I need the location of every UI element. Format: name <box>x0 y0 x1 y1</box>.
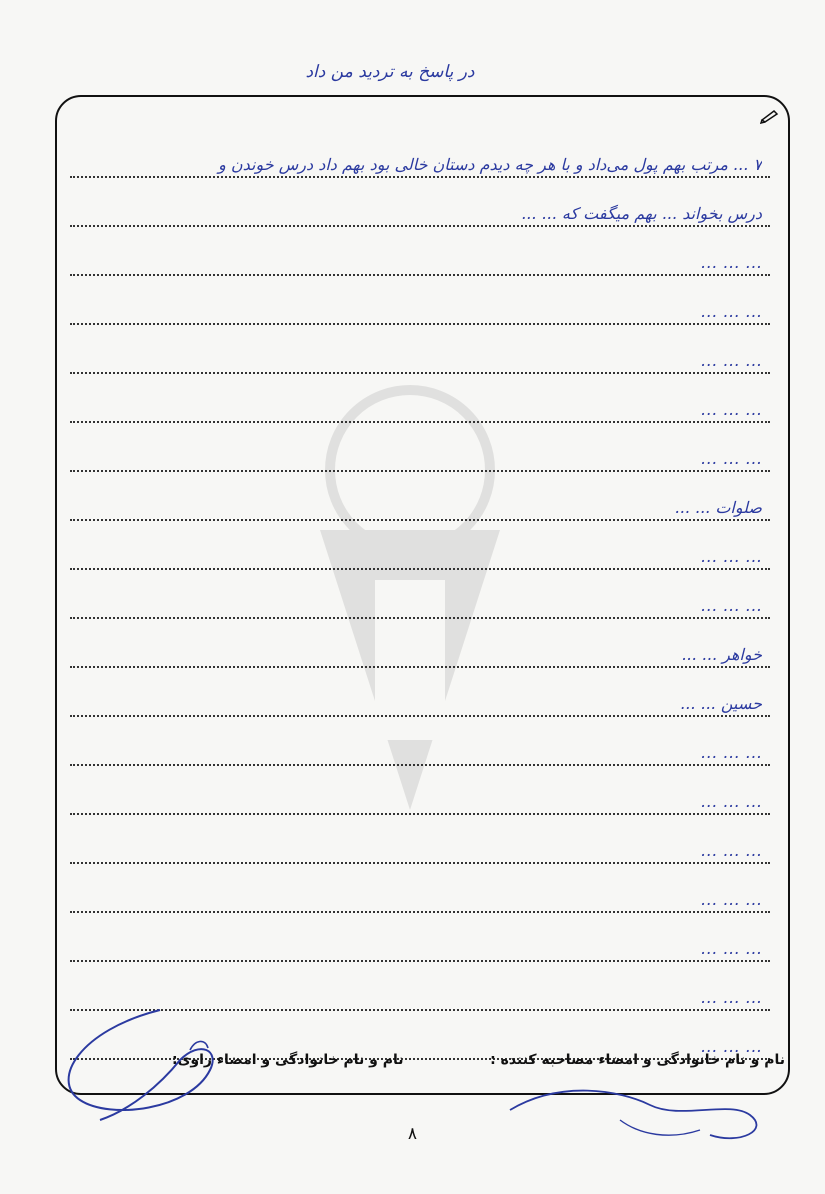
handwritten-text: ... ... ... <box>700 743 762 762</box>
writing-line <box>70 483 770 521</box>
dotted-rule <box>70 519 770 521</box>
writing-line <box>70 287 770 325</box>
writing-line <box>70 238 770 276</box>
handwritten-text: ... ... ... <box>700 449 762 468</box>
handwritten-text: ۷ ... مرتب بهم پول می‌داد و با هر چه دیدم دستان خالی بود بهم داد درس خوندن و <box>218 155 762 174</box>
handwritten-text: ... ... ... <box>700 302 762 321</box>
handwritten-text: ... ... ... <box>700 792 762 811</box>
handwritten-text: خواهر ... ... <box>681 645 762 664</box>
dotted-rule <box>70 715 770 717</box>
handwritten-text: ... ... ... <box>700 841 762 860</box>
writing-line <box>70 434 770 472</box>
writing-line <box>70 875 770 913</box>
narrator-signature <box>40 990 260 1130</box>
dotted-rule <box>70 372 770 374</box>
dotted-rule <box>70 960 770 962</box>
handwritten-text: ... ... ... <box>700 890 762 909</box>
handwritten-text: ... ... ... <box>700 596 762 615</box>
writing-line <box>70 532 770 570</box>
interviewer-signature-label: نام و نام خانوادگی و امضاء مصاحبه کننده : <box>490 1052 785 1068</box>
narrator-signature-label: نام و نام خانوادگی و امضاء راوی: <box>172 1052 404 1068</box>
writing-line <box>70 924 770 962</box>
pen-icon <box>760 108 780 124</box>
writing-line <box>70 826 770 864</box>
handwritten-text: حسین ... ... <box>680 694 762 713</box>
handwritten-text: ... ... ... <box>700 253 762 272</box>
handwritten-text: درس بخواند ... بهم میگفت که ... ... <box>521 204 762 223</box>
dotted-rule <box>70 911 770 913</box>
handwritten-text: ... ... ... <box>700 1037 762 1056</box>
writing-line <box>70 630 770 668</box>
dotted-rule <box>70 421 770 423</box>
handwritten-text: ... ... ... <box>700 351 762 370</box>
writing-line <box>70 581 770 619</box>
handwritten-text: ... ... ... <box>700 939 762 958</box>
dotted-rule <box>70 764 770 766</box>
handwritten-text: صلوات ... ... <box>674 498 762 517</box>
dotted-rule <box>70 176 770 178</box>
writing-line <box>70 679 770 717</box>
dotted-rule <box>70 862 770 864</box>
handwritten-text: ... ... ... <box>700 988 762 1007</box>
writing-line <box>70 189 770 227</box>
writing-line <box>70 336 770 374</box>
handwritten-text: ... ... ... <box>700 400 762 419</box>
writing-line <box>70 728 770 766</box>
dotted-rule <box>70 323 770 325</box>
writing-line <box>70 777 770 815</box>
dotted-rule <box>70 666 770 668</box>
dotted-rule <box>70 225 770 227</box>
dotted-rule <box>70 568 770 570</box>
page-number: ۸ <box>407 1124 418 1144</box>
dotted-rule <box>70 470 770 472</box>
dotted-rule <box>70 617 770 619</box>
writing-line <box>70 140 770 178</box>
writing-line <box>70 385 770 423</box>
dotted-rule <box>70 813 770 815</box>
handwritten-text: ... ... ... <box>700 547 762 566</box>
dotted-rule <box>70 274 770 276</box>
header-note: در پاسخ به تردید من داد <box>305 62 475 82</box>
